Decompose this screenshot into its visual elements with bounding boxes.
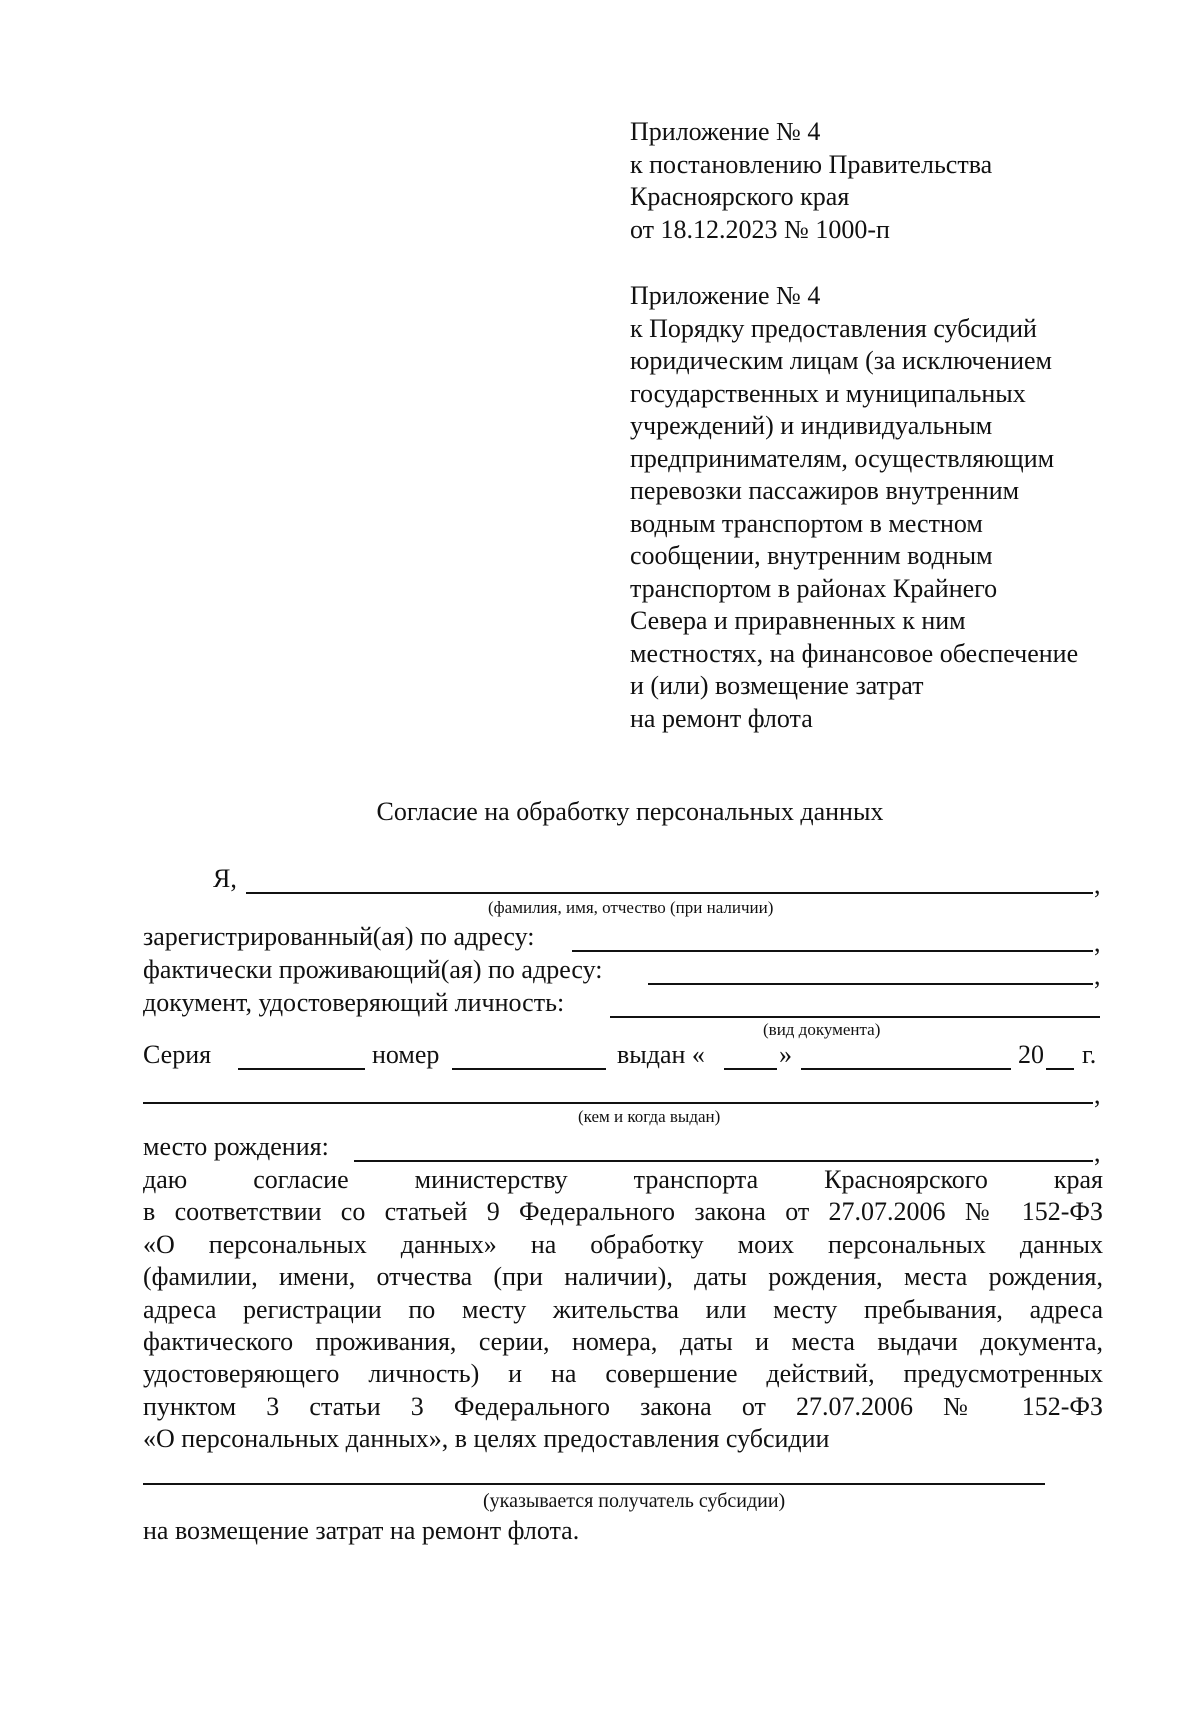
appendix-resolution	[630, 116, 1150, 246]
paragraph-line: фактического проживания, серии, номера, даты и места выдачи документа,	[143, 1326, 1103, 1356]
header-line: местностях, на финансовое обеспечение	[630, 638, 1079, 668]
series-field[interactable]	[238, 1068, 365, 1070]
header-line: юридическим лицам (за исключением	[630, 346, 1052, 375]
issued-by-field[interactable]	[143, 1102, 1093, 1104]
appendix-procedure	[630, 280, 1150, 735]
recipient-caption: (указывается получатель субсидии)	[483, 1490, 786, 1512]
header-line: Красноярского края	[630, 182, 850, 211]
year-suffix: г.	[1082, 1040, 1097, 1069]
comma: ,	[1094, 928, 1101, 957]
issued-day-field[interactable]	[724, 1068, 777, 1070]
comma: ,	[1094, 961, 1101, 990]
header-line: к постановлению Правительства	[630, 149, 993, 179]
spacer	[630, 246, 1150, 280]
document-type-field[interactable]	[610, 1016, 1100, 1018]
header-line: перевозки пассажиров внутренним	[630, 476, 1020, 505]
header-line: Приложение № 4	[630, 281, 821, 310]
comma: ,	[1094, 870, 1101, 899]
final-line: на возмещение затрат на ремонт флота.	[143, 1516, 580, 1545]
header-block	[630, 116, 1150, 735]
header-line: водным транспортом в местном	[630, 508, 983, 538]
issued-year-field[interactable]	[1046, 1068, 1074, 1070]
consent-paragraph	[143, 1164, 1103, 1456]
paragraph-line: удостоверяющего личность) и на совершение действий, предусмотренных	[143, 1359, 1103, 1389]
paragraph-line: пунктом 3 статьи 3 Федерального закона от 27.07.2006 № 152-ФЗ	[143, 1391, 1103, 1421]
issued-month-field[interactable]	[801, 1068, 1011, 1070]
document-caption: (вид документа)	[763, 1020, 881, 1039]
issued-label: выдан «	[617, 1040, 705, 1069]
issued-by-caption: (кем и когда выдан)	[578, 1107, 721, 1126]
paragraph-line: даю согласие министерству транспорта Красноярского края	[143, 1165, 1103, 1194]
header-line: Приложение № 4	[630, 117, 821, 146]
header-line: на ремонт флота	[630, 703, 813, 733]
header-line: Севера и приравненных к ним	[630, 606, 966, 635]
paragraph-line: в соответствии со статьей 9 Федерального закона от 27.07.2006 № 152-ФЗ	[143, 1197, 1103, 1227]
header-line: от 18.12.2023 № 1000-п	[630, 214, 890, 244]
recipient-field[interactable]	[143, 1483, 1045, 1485]
document-title: Согласие на обработку персональных данных	[376, 797, 884, 826]
header-line: транспортом в районах Крайнего	[630, 573, 998, 603]
header-line: предпринимателям, осуществляющим	[630, 443, 1055, 473]
comma: ,	[1094, 1080, 1101, 1109]
registered-address-field[interactable]	[572, 950, 1093, 952]
paragraph-line: «О персональных данных», в целях предоставления субсидии	[143, 1424, 830, 1454]
actual-address-field[interactable]	[648, 983, 1093, 985]
quote-close: »	[779, 1040, 792, 1069]
paragraph-line: (фамилии, имени, отчества (при наличии), даты рождения, места рождения,	[143, 1262, 1103, 1292]
comma: ,	[1094, 1138, 1101, 1167]
ya-label: Я,	[213, 864, 237, 893]
paragraph-line: «О персональных данных» на обработку моих персональных данных	[143, 1229, 1103, 1259]
header-line: сообщении, внутренним водным	[630, 541, 993, 570]
year-prefix: 20	[1018, 1040, 1044, 1069]
fullname-field[interactable]	[246, 892, 1093, 894]
paragraph-line: адреса регистрации по месту жительства или месту пребывания, адреса	[143, 1294, 1103, 1324]
number-label: номер	[372, 1040, 440, 1069]
header-line: к Порядку предоставления субсидий	[630, 313, 1037, 343]
document-label: документ, удостоверяющий личность:	[143, 988, 565, 1017]
header-line: учреждений) и индивидуальным	[630, 411, 993, 440]
header-line: государственных и муниципальных	[630, 378, 1026, 408]
birthplace-field[interactable]	[354, 1160, 1093, 1162]
actual-label: фактически проживающий(ая) по адресу:	[143, 955, 603, 984]
birthplace-label: место рождения:	[143, 1132, 329, 1161]
header-line: и (или) возмещение затрат	[630, 671, 924, 700]
series-label: Серия	[143, 1040, 212, 1069]
number-field[interactable]	[452, 1068, 606, 1070]
fullname-caption: (фамилия, имя, отчество (при наличии)	[488, 898, 774, 917]
registered-label: зарегистрированный(ая) по адресу:	[143, 922, 535, 951]
